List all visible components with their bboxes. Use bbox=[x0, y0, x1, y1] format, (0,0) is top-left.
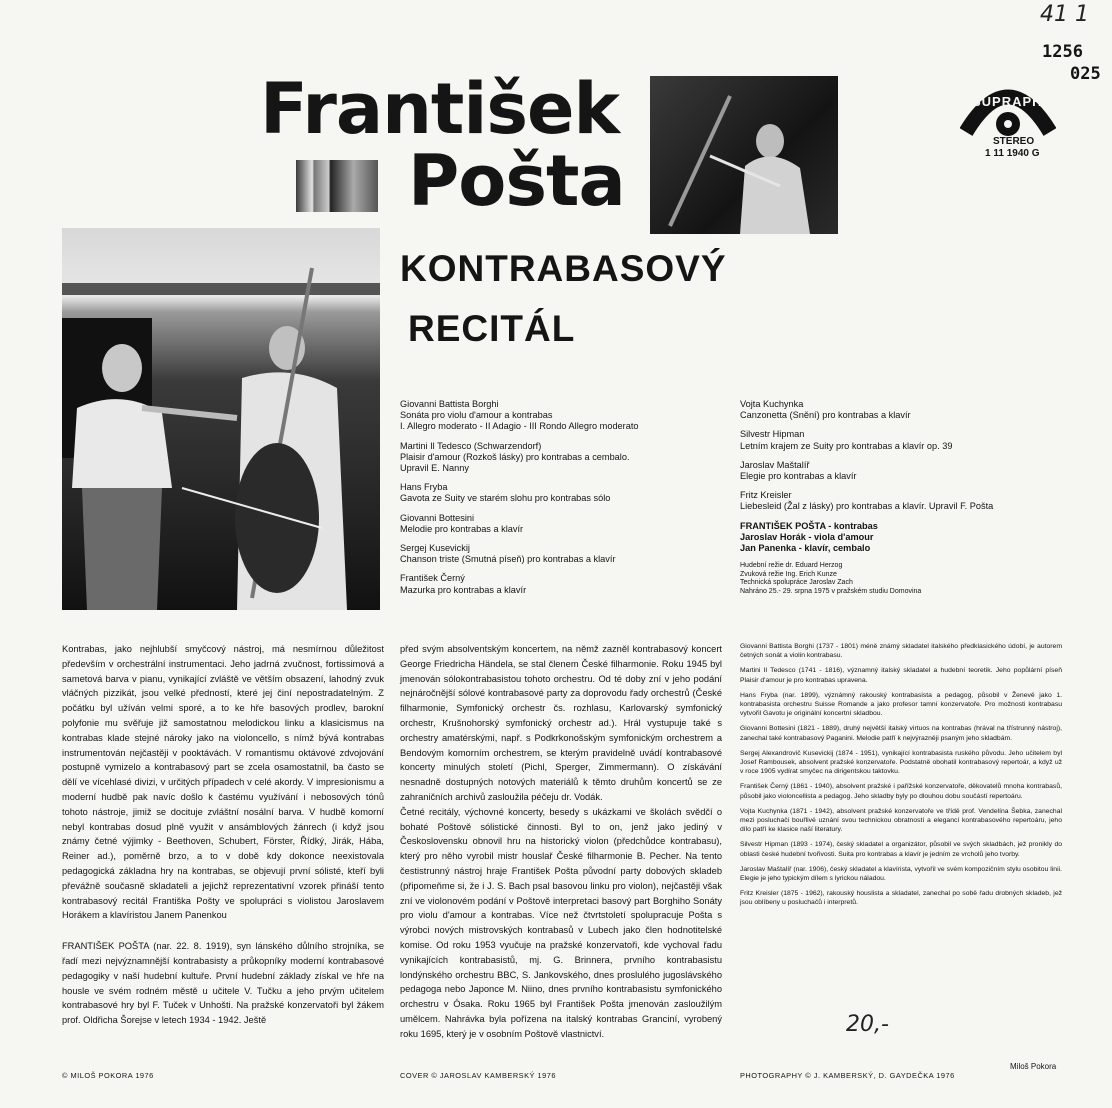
subtitle-line-1: KONTRABASOVÝ bbox=[400, 248, 727, 289]
track-kuchynka bbox=[740, 399, 1070, 421]
composer-note: Jaroslav Maštalíř (nar. 1906), český skladatel a klavírista, vytvořil ve svém kompozičním stylu osobitou linii. Elegie je jeho typickým dílem s lyrickou náladou. bbox=[740, 865, 1062, 883]
track-kreisler bbox=[740, 490, 1070, 512]
handwritten-price: 20,- bbox=[846, 1012, 889, 1037]
notes-author: Miloš Pokora bbox=[1010, 1062, 1057, 1071]
footer-copyright-photo: PHOTOGRAPHY © J. KAMBERSKÝ, D. GAYDEČKA 1976 bbox=[740, 1071, 955, 1080]
subtitle-line-2: RECITÁL bbox=[408, 308, 576, 349]
release-number: 1 11 1940 G bbox=[985, 148, 1040, 159]
title-last-name: Pošta bbox=[408, 140, 625, 222]
track-composer: Hans Fryba bbox=[400, 482, 448, 493]
composer-note: Fritz Kreisler (1875 - 1962), rakouský houslista a skladatel, zanechal po sobě řadu drobných skladeb, jež jsou oblíbeny u posluchačů i interpretů. bbox=[740, 890, 1062, 907]
catalog-number-1: 1256 bbox=[1042, 42, 1083, 62]
liner-notes-column-2 bbox=[400, 642, 722, 1042]
liner-notes-intro: Kontrabas, jako nejhlubší smyčcový nástroj, má nesmírnou důležitost především v orchestrální instrumentaci. Jeho jadrná zvučnost, fortissimová a sametová barva v pianu, vynikající zvláště ve větším obsazení, lahodný zvuk vláčných pizzikát, jsou velké předností, které jej činí nepostradatelným. Z počátku byl užíván velmi sporé, a to ke hře basových prodlev, barokní polyfonie mu svěřuje již samostatnou melodickou linku a klasicismus na kontrabas klade stejné nároky jako na violoncello, s nímž bývá kontrabas instrumentován nejčastěji v pooktávách. V romantismu oktávové zdvojování postupně vymizelo a kontrabasový part se zcela osamostatnil, ba často se dělí ve vícehlasé divizi, v určitých případech v celé akordy. V impresionismu a moderní hudbě pak navíc došlo k častému využívání i nebosových tónů tohoto nástroje, jimiž se docituje zvláštní nosální barva. V hudbě komorní nebyl kontrabas dosud plně využit v ansámblových žánrech (i když jsou známy četné výjimky - Beethoven, Schubert, Förster, Řídký, Jirák, Hába, Reiner ad.), poměrně brzo, a to v době kdy dokonce neexistovala pedagogická základna hry na kontrabas, se objevují první sólisté, kteří byli převážně současně skladateli a jejichž reprezentativní vzorek přináší tento kontrabasový recitál Františka Pošty ve spolupráci s violistou Jaroslavem Horákem a klavíristou Janem Panenkou bbox=[62, 644, 384, 921]
liner-notes-column-1 bbox=[62, 642, 384, 1028]
track-title: Elegie pro kontrabas a klavír bbox=[740, 471, 857, 482]
credit-line: Technická spolupráce Jaroslav Zach bbox=[740, 579, 853, 587]
track-mastalir bbox=[740, 460, 1070, 482]
track-title: Letním krajem ze Suity pro kontrabas a klavír op. 39 bbox=[740, 440, 953, 451]
photo-performer-closeup bbox=[650, 76, 838, 234]
track-title: Gavota ze Suity ve starém slohu pro kontrabas sólo bbox=[400, 493, 611, 504]
performer: FRANTIŠEK POŠTA - kontrabas bbox=[740, 520, 878, 531]
handwritten-marks: 41 1 bbox=[1040, 2, 1089, 27]
track-fryba bbox=[400, 482, 730, 504]
liner-notes-biography: FRANTIŠEK POŠTA (nar. 22. 8. 1919), syn lánského důlního strojníka, se řadí mezi nejvýznamnější kontrabasisty a průkopníky moderní kontrabasové pedagogiky v naší hudební kultuře. První hudební základy získal ve hře na housle ve svém rodném městě u učitele V. Tučku a jeho prvým učitelem kontrabasové hry byl F. Tuček v Unhošti. Na pražské konzervatoři byl žákem prof. Oldřicha Šorejse v letech 1934 - 1942. Ještě bbox=[62, 941, 384, 1026]
track-composer: Vojta Kuchynka bbox=[740, 399, 804, 409]
track-bottesini bbox=[400, 513, 730, 535]
composer-note: Vojta Kuchynka (1871 - 1942), absolvent pražské konzervatoře ve třídě prof. Vendelína Šebka, zanechal mezi posluchači bouřlivé uznání svou technickou obratností a elegancí kontrabasového repertoáru, jeho dílo patří ke klasice naší literatury. bbox=[740, 807, 1062, 834]
track-composer: Sergej Kusevickij bbox=[400, 543, 470, 554]
track-hipman bbox=[740, 429, 1070, 451]
composer-note: Martini Il Tedesco (1741 - 1816), významný italský skladatel a hudební teoretik. Jeho popůlární píseň Plaisir d'amour je pro kontrabas upravena. bbox=[740, 667, 1062, 684]
track-title: Canzonetta (Snění) pro kontrabas a klavír bbox=[740, 410, 911, 421]
track-list-right bbox=[740, 399, 1070, 597]
track-title: I. Allegro moderato - II Adagio - III Rondo Allegro moderato bbox=[400, 421, 639, 432]
composer-note: Hans Fryba (nar. 1899), význámný rakouský kontrabasista a pedagog, působil v Ženevě jako 1. kontrabasista orchestru Suisse Romande a jako profesor tamní konzervatoře. Pro možnosti kontrabasu vytvořil Gavotu je originální koncertní skladbou. bbox=[740, 691, 1062, 718]
track-composer: František Černý bbox=[400, 573, 465, 584]
liner-notes-career: před svým absolventským koncertem, na němž zazněl kontrabasový koncert George Friedricha Händela, se stal členem České filharmonie. Roku 1945 byl jmenován sólokontrabasistou tohoto orchestru. Od té doby zní v jeho podání nejnáročnější sólové kontrabasové party za doprovodu řady orchestrů (České filharmonie, Symfonický orchestr čs. rozhlasu, Karlovarský symfonický orchestr, Krušnohorský symfonický orchestr ad.). Hrál vystupuje také s orchestry amatérskými, např. s Podkrkonošským symfonickým orchestrem a Bendovým komorním orchestrem, se kterým pravidelně uvádí kontrabasové koncerty minulých století (Pichl, Sperger, Zimmermann). O získávání nesnadně dostupných notových materiálů k těmto druhům koncertů se ze zahraničních archivů zasloužila péčeju dr. Vodák. bbox=[400, 644, 722, 802]
credit-line: Zvuková režie Ing. Erich Kunze bbox=[740, 570, 837, 578]
supraphon-logo bbox=[960, 74, 1065, 136]
composer-note: Sergej Alexandrovič Kusevickij (1874 - 1951), vynikající kontrabasista ruského původu. Jeho učitelem byl Josef Rambousek, absolvent pražské konzervatoře. Podstatně obohatil kontrabasový repertoár, a když už v roce 1905 vydírat smyčec na dirigentskou taktovku. bbox=[740, 749, 1062, 776]
track-title: Plaisir d'amour (Rozkoš lásky) pro kontrabas a cembalo. bbox=[400, 451, 630, 462]
track-cerny bbox=[400, 573, 730, 595]
photo-strip bbox=[296, 160, 378, 212]
track-title: Upravil E. Nanny bbox=[400, 463, 469, 474]
liner-notes-activities: Četné recitály, výchovné koncerty, besedy s ukázkami ve školách svědčí o bohaté Poštově sólistické činnosti. Byl to on, jenž jako jediný v Československu obnovil hru na historický violon (předchůdce kontrabasu), který pro něho vyrobil mistr houslař České filharmonie B. Pecher. Na tento čestistrunný nástroj hraje František Pošta původní party dobových skladeb (připomeňme si, že i J. S. Bach psal basovou linku pro violon), nejčastěji však zní ve violonovém podání v Poštově interpretaci basový part Borghiho Sonáty pro violu d'amour a kontrabas. Více než čtvrtstoletí spolupracuje Pošta s výrobci nových mistrovských kontrabasů v Lubech jako člen hodnotitelské komise. Od roku 1953 vyučuje na pražské konzervatoři, kde vychoval řadu vynikajících kontrabasistů, mj. G. Brinnera, prvního kontrabasistu londýnského orchestru BBC, S. Jankovského, dnes proslulého jugoslávského pedagoga nebo Japonce M. Niino, dnes prvního kontrabasistu symfonického orchestru v Ósaka. Roku 1965 byl František Pošta jmenován zasloužilým umělcem. Nahrávka byla pořízena na italský kontrabas Granciní, vyrobený roku 1695, který je v osobním Poštově vlastnictví. bbox=[400, 806, 722, 1039]
footer-copyright-cover: COVER © JAROSLAV KAMBERSKÝ 1976 bbox=[400, 1071, 556, 1080]
track-title: Chanson triste (Smutná píseň) pro kontrabas a klavír bbox=[400, 554, 616, 565]
footer-copyright-notes: © MILOŠ POKORA 1976 bbox=[62, 1071, 154, 1080]
track-title: Melodie pro kontrabas a klavír bbox=[400, 523, 524, 534]
catalog-number-2: 025 bbox=[1070, 64, 1101, 84]
performers bbox=[740, 521, 1070, 555]
track-composer: Giovanni Battista Borghi bbox=[400, 399, 499, 409]
production-credits bbox=[740, 562, 1070, 596]
composer-note: Silvestr Hipman (1893 - 1974), český skladatel a organizátor, působil ve svých skladbách, jež pronikly do oblasti české hudební tvořivosti. Suita pro kontrabas a klavír je jedním ze vrcholů jeho tvorby. bbox=[740, 841, 1062, 858]
track-martini bbox=[400, 441, 730, 475]
composer-note: Giovanni Bottesini (1821 - 1889), druhý největší italský virtuos na kontrabas (hrával na třístrunný nástroj), zanechal také kontrabasový Paganini. Melodie patří k nejvýrazněji psaným jeho skladbám. bbox=[740, 725, 1062, 742]
track-composer: Silvestr Hipman bbox=[740, 429, 805, 440]
credit-line: Nahráno 25.- 29. srpna 1975 v pražském studiu Domovina bbox=[740, 588, 922, 596]
composer-notes bbox=[740, 642, 1062, 914]
title-first-name: František bbox=[260, 68, 620, 150]
stereo-label: STEREO bbox=[993, 136, 1035, 147]
composer-note: Giovanni Battista Borghi (1737 - 1801) méně známý skladatel italského předklasického údobí, je autorem četných sonát a violin kontrabasu. bbox=[740, 643, 1062, 660]
track-list-left bbox=[400, 399, 730, 604]
track-composer: Martini Il Tedesco (Schwarzendorf) bbox=[400, 440, 542, 451]
performer: Jaroslav Horák - viola d'amour bbox=[740, 531, 874, 542]
composer-note: František Černý (1861 - 1940), absolvent pražské i pařížské konzervatoře, děkovatelů mnoha kontrabasů, působil jako violoncellista a pedagog. Jeho skladby byly po dlouhou dobu součástí repertoáru. bbox=[740, 783, 1062, 800]
credit-line: Hudební režie dr. Eduard Herzog bbox=[740, 562, 843, 570]
track-composer: Giovanni Bottesini bbox=[400, 512, 475, 523]
track-composer: Fritz Kreisler bbox=[740, 490, 792, 501]
track-composer: Jaroslav Maštalíř bbox=[740, 459, 810, 470]
track-title: Liebesleid (Žal z lásky) pro kontrabas a klavír. Upravil F. Pošta bbox=[740, 501, 994, 512]
track-borghi bbox=[400, 399, 730, 433]
track-title: Mazurka pro kontrabas a klavír bbox=[400, 584, 527, 595]
supraphon-logo-text: SUPRAPHON bbox=[972, 94, 1065, 109]
photo-duo bbox=[62, 228, 380, 610]
performer: Jan Panenka - klavír, cembalo bbox=[740, 543, 871, 554]
track-title: Sonáta pro violu d'amour a kontrabas bbox=[400, 410, 553, 421]
track-kusevickij bbox=[400, 543, 730, 565]
